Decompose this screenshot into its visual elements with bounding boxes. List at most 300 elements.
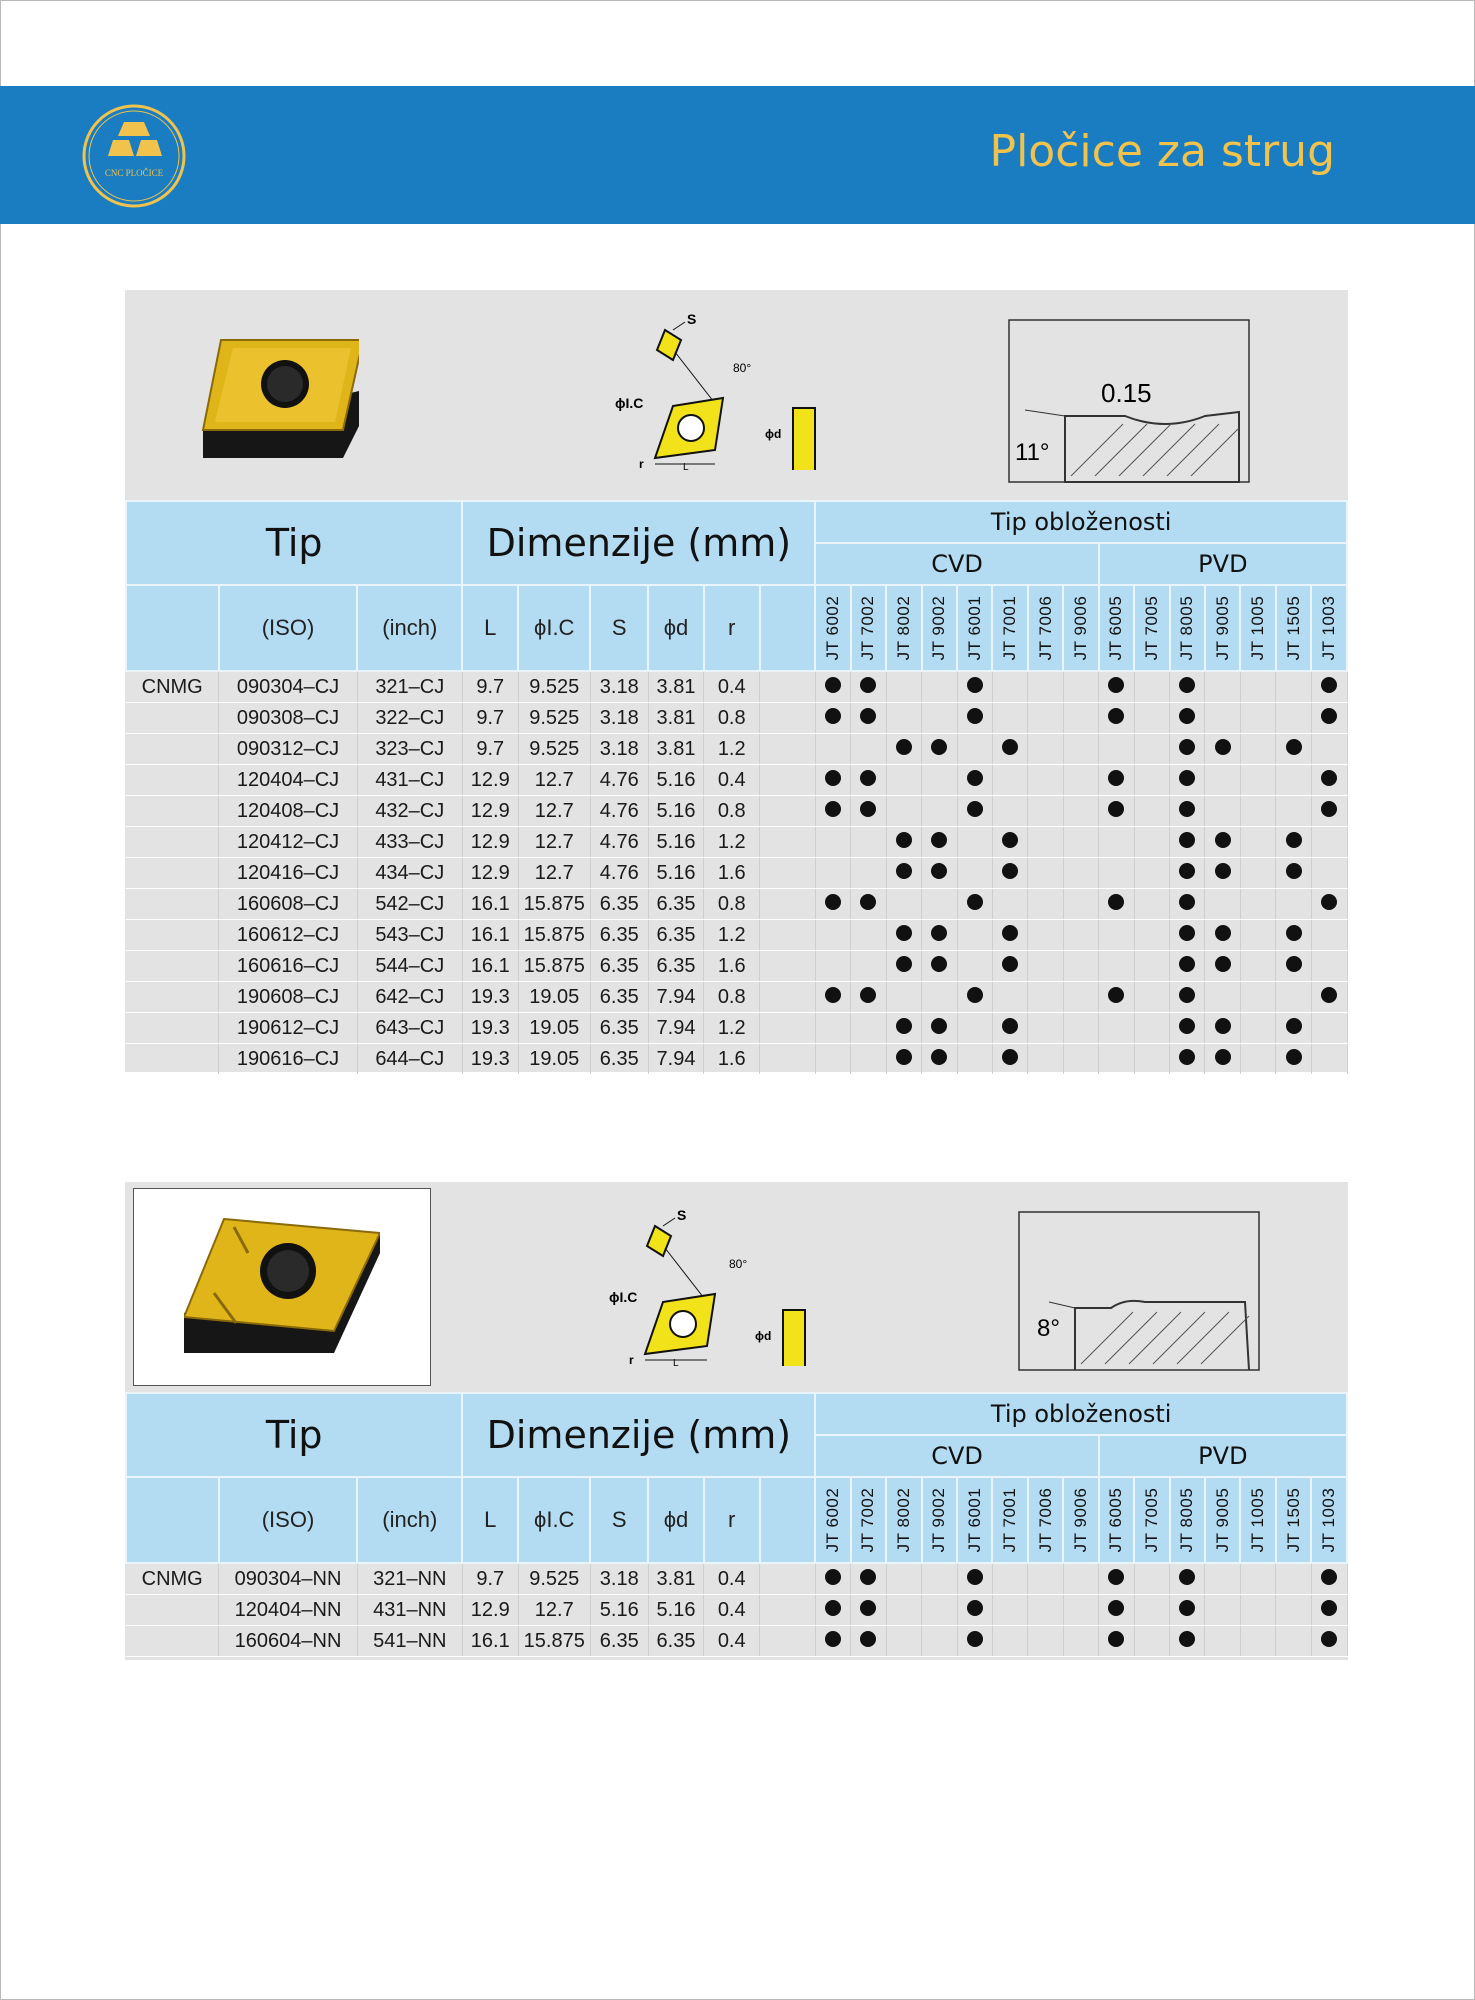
- cell-d: 3.81: [648, 671, 704, 703]
- cell-r: 0.4: [704, 1626, 760, 1657]
- available-dot: [1215, 1049, 1231, 1065]
- grade-cell: [1063, 889, 1098, 920]
- cell-empty: [126, 734, 219, 765]
- available-dot: [1215, 925, 1231, 941]
- cell-r: 0.4: [704, 671, 760, 703]
- cell-empty: [126, 1044, 219, 1075]
- cell-s: 6.35: [590, 889, 648, 920]
- grade-cell: [1099, 734, 1134, 765]
- grade-cell: [1170, 920, 1205, 951]
- grade-header: JT 7006: [1028, 1477, 1063, 1563]
- grade-cell: [1170, 1013, 1205, 1044]
- available-dot: [1321, 987, 1337, 1003]
- cell-ic: 9.525: [518, 1563, 590, 1595]
- grade-cell: [851, 889, 886, 920]
- grade-cell: [851, 1626, 886, 1657]
- grade-cell: [1063, 671, 1098, 703]
- table-row: [126, 671, 1347, 703]
- grade-cell: [851, 858, 886, 889]
- grade-cell: [1028, 889, 1063, 920]
- grade-header: JT 1005: [1240, 585, 1275, 671]
- cell-spacer: [760, 1044, 816, 1075]
- cell-inch: 432–CJ: [357, 796, 462, 827]
- grade-cell: [1205, 796, 1240, 827]
- grade-cell: [815, 827, 850, 858]
- grade-cell: [1099, 951, 1134, 982]
- grade-cell: [1276, 920, 1311, 951]
- available-dot: [896, 1049, 912, 1065]
- col-ic: ϕI.C: [518, 1477, 590, 1563]
- grade-cell: [1099, 920, 1134, 951]
- svg-text:ϕI.C: ϕI.C: [609, 1289, 638, 1305]
- grade-cell: [1063, 827, 1098, 858]
- grade-cell: [1028, 734, 1063, 765]
- grade-cell: [1099, 796, 1134, 827]
- grade-cell: [992, 1044, 1027, 1075]
- cell-inch: 321–CJ: [357, 671, 462, 703]
- grade-cell: [1276, 1563, 1311, 1595]
- grade-cell: [922, 827, 957, 858]
- grade-cell: [886, 982, 921, 1013]
- cell-empty: [126, 765, 219, 796]
- grade-cell: [851, 1044, 886, 1075]
- cell-ic: 15.875: [518, 889, 590, 920]
- grade-cell: [1240, 951, 1275, 982]
- grade-cell: [1276, 796, 1311, 827]
- svg-text:ϕd: ϕd: [755, 1329, 772, 1343]
- grade-cell: [1170, 671, 1205, 703]
- available-dot: [967, 1631, 983, 1647]
- svg-text:8°: 8°: [1037, 1315, 1060, 1342]
- cell-empty: [126, 1626, 219, 1657]
- cell-r: 0.8: [704, 796, 760, 827]
- available-dot: [967, 894, 983, 910]
- grade-cell: [992, 889, 1027, 920]
- grade-cell: [886, 765, 921, 796]
- grade-cell: [1063, 1044, 1098, 1075]
- cell-r: 1.2: [704, 1013, 760, 1044]
- pvd-header: PVD: [1099, 543, 1347, 585]
- grade-cell: [1205, 1044, 1240, 1075]
- grade-cell: [957, 703, 992, 734]
- cell-iso: 090304–NN: [219, 1563, 357, 1595]
- cell-inch: 433–CJ: [357, 827, 462, 858]
- grade-cell: [957, 671, 992, 703]
- grade-header: JT 7005: [1134, 585, 1169, 671]
- table-row: [126, 1563, 1347, 1595]
- table-row: [126, 1044, 1347, 1075]
- cell-s: 6.35: [590, 1626, 648, 1657]
- grade-cell: [957, 796, 992, 827]
- grade-cell: [815, 889, 850, 920]
- grade-header: JT 1003: [1311, 1477, 1347, 1563]
- grade-cell: [1311, 703, 1347, 734]
- available-dot: [967, 1600, 983, 1616]
- grade-cell: [1134, 765, 1169, 796]
- grade-cell: [815, 1013, 850, 1044]
- available-dot: [1108, 677, 1124, 693]
- grade-header: JT 7006: [1028, 585, 1063, 671]
- grade-cell: [1134, 920, 1169, 951]
- available-dot: [896, 925, 912, 941]
- grade-cell: [886, 827, 921, 858]
- table-row: [126, 982, 1347, 1013]
- coating-header: Tip obloženosti: [815, 501, 1347, 543]
- cell-spacer: [760, 1563, 816, 1595]
- cell-inch: 321–NN: [357, 1563, 462, 1595]
- grade-cell: [1063, 1563, 1098, 1595]
- available-dot: [1321, 801, 1337, 817]
- cell-iso: 090304–CJ: [219, 671, 357, 703]
- cell-ic: 15.875: [518, 1626, 590, 1657]
- grade-cell: [1063, 1626, 1098, 1657]
- available-dot: [1286, 1018, 1302, 1034]
- grade-cell: [1240, 671, 1275, 703]
- chipbreaker-profile-diagram: [1005, 316, 1255, 486]
- cell-spacer: [760, 1626, 816, 1657]
- grade-cell: [992, 671, 1027, 703]
- available-dot: [860, 894, 876, 910]
- grade-cell: [1099, 671, 1134, 703]
- grade-cell: [1205, 765, 1240, 796]
- cell-r: 1.6: [704, 951, 760, 982]
- grade-cell: [1099, 982, 1134, 1013]
- table-row: [126, 703, 1347, 734]
- grade-cell: [1134, 1595, 1169, 1626]
- grade-cell: [1134, 951, 1169, 982]
- available-dot: [896, 956, 912, 972]
- grade-cell: [957, 1563, 992, 1595]
- cell-ic: 15.875: [518, 951, 590, 982]
- cell-d: 5.16: [648, 827, 704, 858]
- grade-cell: [1170, 889, 1205, 920]
- available-dot: [1179, 1569, 1195, 1585]
- col-iso: (ISO): [219, 585, 357, 671]
- grade-cell: [1240, 827, 1275, 858]
- cell-empty: [126, 889, 219, 920]
- cell-empty: [126, 951, 219, 982]
- available-dot: [860, 1569, 876, 1585]
- available-dot: [860, 1631, 876, 1647]
- grade-cell: [815, 920, 850, 951]
- svg-text:S: S: [687, 311, 697, 327]
- grade-cell: [1170, 1595, 1205, 1626]
- grade-cell: [957, 1626, 992, 1657]
- grade-cell: [815, 796, 850, 827]
- insert-table-cj: [125, 500, 1348, 1075]
- cell-d: 3.81: [648, 734, 704, 765]
- grade-header: JT 1005: [1240, 1477, 1275, 1563]
- available-dot: [1179, 863, 1195, 879]
- insert-geometry-diagram: [605, 1206, 835, 1366]
- cell-spacer: [760, 920, 816, 951]
- cell-empty: [126, 1595, 219, 1626]
- cell-l: 19.3: [462, 1044, 518, 1075]
- cell-r: 0.8: [704, 889, 760, 920]
- svg-text:11°: 11°: [1015, 439, 1050, 466]
- cell-s: 3.18: [590, 734, 648, 765]
- grade-cell: [1240, 703, 1275, 734]
- grade-cell: [992, 1013, 1027, 1044]
- available-dot: [1286, 863, 1302, 879]
- grade-header: JT 8002: [886, 1477, 921, 1563]
- table-row: [126, 951, 1347, 982]
- available-dot: [825, 1569, 841, 1585]
- grade-cell: [1063, 796, 1098, 827]
- grade-cell: [1099, 765, 1134, 796]
- grade-cell: [851, 1595, 886, 1626]
- available-dot: [1215, 739, 1231, 755]
- available-dot: [1215, 863, 1231, 879]
- grade-cell: [1028, 1013, 1063, 1044]
- grade-cell: [957, 982, 992, 1013]
- grade-cell: [1276, 703, 1311, 734]
- cell-l: 16.1: [462, 1626, 518, 1657]
- tip-header: Tip: [126, 1393, 462, 1477]
- cell-inch: 642–CJ: [357, 982, 462, 1013]
- grade-cell: [1240, 920, 1275, 951]
- cell-d: 5.16: [648, 765, 704, 796]
- grade-header: JT 7005: [1134, 1477, 1169, 1563]
- cell-spacer: [760, 827, 816, 858]
- grade-cell: [1276, 1595, 1311, 1626]
- grade-cell: [992, 703, 1027, 734]
- grade-cell: [1205, 827, 1240, 858]
- grade-header: JT 6001: [957, 1477, 992, 1563]
- cell-s: 6.35: [590, 951, 648, 982]
- cell-l: 9.7: [462, 703, 518, 734]
- grade-cell: [851, 1563, 886, 1595]
- insert-geometry-diagram: [615, 310, 845, 470]
- column-header-row: [126, 1477, 1347, 1563]
- grade-cell: [1311, 920, 1347, 951]
- cell-inch: 323–CJ: [357, 734, 462, 765]
- insert-section-nn: [125, 1182, 1348, 1660]
- grade-header: JT 7001: [992, 1477, 1027, 1563]
- grade-cell: [1028, 982, 1063, 1013]
- grade-cell: [992, 796, 1027, 827]
- cell-iso: 190616–CJ: [219, 1044, 357, 1075]
- col-d: ϕd: [648, 585, 704, 671]
- grade-cell: [1028, 1595, 1063, 1626]
- grade-cell: [1170, 765, 1205, 796]
- grade-cell: [886, 1626, 921, 1657]
- cell-l: 12.9: [462, 765, 518, 796]
- grade-cell: [1134, 827, 1169, 858]
- cell-d: 7.94: [648, 1044, 704, 1075]
- col-inch: (inch): [357, 1477, 462, 1563]
- grade-cell: [1311, 1563, 1347, 1595]
- available-dot: [1286, 956, 1302, 972]
- grade-cell: [886, 1044, 921, 1075]
- available-dot: [825, 894, 841, 910]
- grade-cell: [922, 982, 957, 1013]
- grade-cell: [1170, 858, 1205, 889]
- grade-cell: [851, 982, 886, 1013]
- grade-cell: [957, 734, 992, 765]
- cell-d: 6.35: [648, 1626, 704, 1657]
- svg-text:r: r: [639, 457, 644, 470]
- grade-cell: [1134, 703, 1169, 734]
- cell-ic: 12.7: [518, 796, 590, 827]
- available-dot: [1108, 770, 1124, 786]
- table-row: [126, 1595, 1347, 1626]
- cell-r: 1.2: [704, 734, 760, 765]
- grade-cell: [1205, 1563, 1240, 1595]
- cell-ic: 12.7: [518, 1595, 590, 1626]
- grade-cell: [1311, 982, 1347, 1013]
- grade-cell: [1311, 1595, 1347, 1626]
- available-dot: [860, 770, 876, 786]
- cell-inch: 431–NN: [357, 1595, 462, 1626]
- cell-l: 19.3: [462, 982, 518, 1013]
- col-L: L: [462, 585, 518, 671]
- cell-ic: 19.05: [518, 1044, 590, 1075]
- available-dot: [1108, 1631, 1124, 1647]
- cell-ic: 12.7: [518, 858, 590, 889]
- cell-spacer: [760, 796, 816, 827]
- cell-d: 5.16: [648, 796, 704, 827]
- grade-cell: [815, 1626, 850, 1657]
- grade-cell: [1099, 1013, 1134, 1044]
- grade-cell: [922, 703, 957, 734]
- cell-l: 12.9: [462, 1595, 518, 1626]
- cell-s: 4.76: [590, 858, 648, 889]
- insert-table-nn: [125, 1392, 1348, 1657]
- available-dot: [1321, 1569, 1337, 1585]
- grade-cell: [1205, 951, 1240, 982]
- grade-cell: [1099, 1626, 1134, 1657]
- grade-cell: [922, 765, 957, 796]
- grade-cell: [957, 858, 992, 889]
- grade-cell: [886, 671, 921, 703]
- available-dot: [1002, 956, 1018, 972]
- grade-cell: [1276, 951, 1311, 982]
- grade-cell: [815, 982, 850, 1013]
- cell-empty: [126, 982, 219, 1013]
- grade-cell: [1134, 1563, 1169, 1595]
- cell-s: 4.76: [590, 827, 648, 858]
- available-dot: [931, 925, 947, 941]
- available-dot: [1321, 1631, 1337, 1647]
- cell-s: 3.18: [590, 671, 648, 703]
- series-label: CNMG: [126, 1563, 219, 1595]
- grade-cell: [815, 858, 850, 889]
- grade-cell: [922, 920, 957, 951]
- grade-cell: [922, 1595, 957, 1626]
- cell-inch: 542–CJ: [357, 889, 462, 920]
- grade-cell: [1028, 858, 1063, 889]
- cell-empty: [126, 920, 219, 951]
- available-dot: [860, 987, 876, 1003]
- cell-d: 6.35: [648, 951, 704, 982]
- grade-cell: [1099, 1044, 1134, 1075]
- grade-header: JT 9002: [922, 585, 957, 671]
- cell-spacer: [760, 1595, 816, 1626]
- cvd-header: CVD: [815, 543, 1098, 585]
- page-title: Pločice za strug: [989, 126, 1335, 177]
- available-dot: [1179, 894, 1195, 910]
- cell-iso: 160608–CJ: [219, 889, 357, 920]
- available-dot: [1108, 987, 1124, 1003]
- available-dot: [1108, 1600, 1124, 1616]
- cell-ic: 15.875: [518, 920, 590, 951]
- col-ic: ϕI.C: [518, 585, 590, 671]
- cell-inch: 434–CJ: [357, 858, 462, 889]
- cell-l: 12.9: [462, 796, 518, 827]
- col-L: L: [462, 1477, 518, 1563]
- grade-header: JT 6002: [815, 1477, 850, 1563]
- cell-ic: 9.525: [518, 734, 590, 765]
- cell-inch: 322–CJ: [357, 703, 462, 734]
- grade-cell: [1205, 920, 1240, 951]
- grade-cell: [851, 920, 886, 951]
- available-dot: [967, 770, 983, 786]
- grade-cell: [992, 920, 1027, 951]
- grade-cell: [992, 765, 1027, 796]
- grade-cell: [1240, 982, 1275, 1013]
- grade-cell: [1099, 827, 1134, 858]
- insert-photo-frame: [133, 1188, 431, 1386]
- grade-cell: [1240, 796, 1275, 827]
- available-dot: [1286, 739, 1302, 755]
- insert-section-cj: [125, 290, 1348, 1072]
- svg-text:r: r: [629, 1353, 634, 1366]
- logo-text: CNC PLOČICE: [104, 168, 164, 178]
- grade-cell: [886, 1013, 921, 1044]
- available-dot: [825, 987, 841, 1003]
- cell-spacer: [760, 982, 816, 1013]
- available-dot: [1108, 1569, 1124, 1585]
- available-dot: [825, 1600, 841, 1616]
- cell-spacer: [760, 1013, 816, 1044]
- grade-cell: [851, 703, 886, 734]
- col-s: S: [590, 1477, 648, 1563]
- cell-r: 0.8: [704, 703, 760, 734]
- grade-cell: [1311, 734, 1347, 765]
- available-dot: [1179, 1049, 1195, 1065]
- cell-empty: [126, 796, 219, 827]
- grade-cell: [922, 734, 957, 765]
- available-dot: [967, 708, 983, 724]
- grade-cell: [1205, 982, 1240, 1013]
- cell-empty: [126, 858, 219, 889]
- grade-cell: [1311, 1013, 1347, 1044]
- grade-cell: [1311, 796, 1347, 827]
- available-dot: [967, 801, 983, 817]
- available-dot: [896, 1018, 912, 1034]
- grade-cell: [922, 1626, 957, 1657]
- coating-header: Tip obloženosti: [815, 1393, 1347, 1435]
- table-row: [126, 1626, 1347, 1657]
- col-d: ϕd: [648, 1477, 704, 1563]
- grade-cell: [1028, 920, 1063, 951]
- grade-cell: [1240, 1044, 1275, 1075]
- available-dot: [860, 708, 876, 724]
- grade-cell: [1063, 920, 1098, 951]
- grade-cell: [815, 765, 850, 796]
- grade-cell: [815, 1595, 850, 1626]
- grade-cell: [1205, 1595, 1240, 1626]
- dimensions-header: Dimenzije (mm): [462, 1393, 815, 1477]
- grade-cell: [992, 1626, 1027, 1657]
- available-dot: [1179, 801, 1195, 817]
- grade-cell: [922, 671, 957, 703]
- grade-header: JT 1505: [1276, 585, 1311, 671]
- cell-inch: 431–CJ: [357, 765, 462, 796]
- available-dot: [1108, 801, 1124, 817]
- grade-header: JT 8002: [886, 585, 921, 671]
